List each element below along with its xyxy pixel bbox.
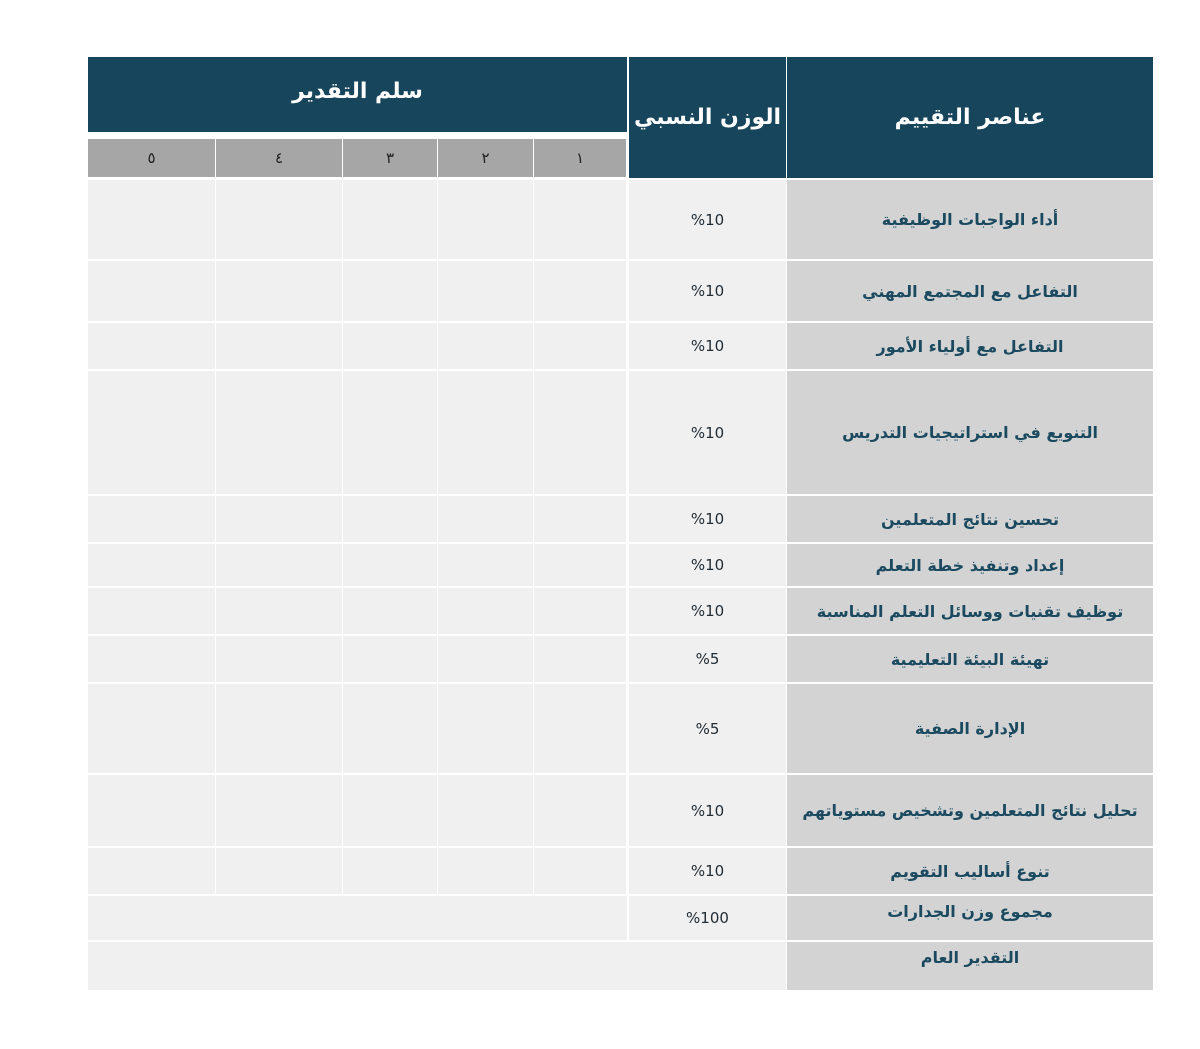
rating-cell-4[interactable] [216,323,342,369]
scale-number-4: ٤ [216,139,342,177]
rating-cell-4[interactable] [216,848,342,894]
rating-cell-1[interactable] [534,775,626,846]
criterion-label: الإدارة الصفية [787,684,1153,773]
total-label: مجموع وزن الجدارات [787,896,1153,940]
total-weight: %100 [629,896,786,940]
criterion-label: إعداد وتنفيذ خطة التعلم [787,544,1153,586]
rating-cell-3[interactable] [343,371,437,494]
rating-cell-5[interactable] [88,496,215,542]
overall-rating-cell[interactable] [88,942,786,990]
criterion-label: التنويع في استراتيجيات التدريس [787,371,1153,494]
rating-cell-4[interactable] [216,588,342,634]
scale-number-3: ٣ [343,139,437,177]
criterion-weight: %10 [629,323,786,369]
rating-cell-3[interactable] [343,775,437,846]
criterion-weight: %10 [629,588,786,634]
rating-cell-5[interactable] [88,261,215,321]
scale-number-2: ٢ [438,139,533,177]
rating-cell-3[interactable] [343,496,437,542]
rating-cell-4[interactable] [216,684,342,773]
rating-cell-4[interactable] [216,371,342,494]
rating-cell-1[interactable] [534,180,626,259]
rating-cell-2[interactable] [438,588,533,634]
criterion-weight: %5 [629,684,786,773]
scale-number-5: ٥ [88,139,215,177]
overall-label: التقدير العام [787,942,1153,990]
scale-number-1: ١ [534,139,626,177]
rating-cell-1[interactable] [534,323,626,369]
rating-cell-1[interactable] [534,496,626,542]
rating-cell-2[interactable] [438,636,533,682]
rating-cell-5[interactable] [88,775,215,846]
rating-cell-5[interactable] [88,180,215,259]
rating-cell-4[interactable] [216,496,342,542]
rating-cell-2[interactable] [438,684,533,773]
criterion-label: تنوع أساليب التقويم [787,848,1153,894]
rating-cell-5[interactable] [88,371,215,494]
rating-cell-2[interactable] [438,371,533,494]
rating-cell-4[interactable] [216,775,342,846]
criterion-label: توظيف تقنيات ووسائل التعلم المناسبة [787,588,1153,634]
rating-cell-2[interactable] [438,261,533,321]
rating-cell-1[interactable] [534,636,626,682]
rating-cell-3[interactable] [343,848,437,894]
rating-cell-5[interactable] [88,636,215,682]
rating-cell-2[interactable] [438,323,533,369]
criterion-weight: %10 [629,180,786,259]
criterion-weight: %5 [629,636,786,682]
rating-cell-5[interactable] [88,684,215,773]
rating-cell-4[interactable] [216,636,342,682]
evaluation-table [88,57,1153,990]
rating-cell-4[interactable] [216,544,342,586]
criterion-label: تحليل نتائج المتعلمين وتشخيص مستوياتهم [787,775,1153,846]
rating-cell-3[interactable] [343,636,437,682]
rating-cell-3[interactable] [343,684,437,773]
rating-cell-3[interactable] [343,588,437,634]
header-scale: سلم التقدير [88,57,627,132]
rating-cell-2[interactable] [438,544,533,586]
rating-cell-1[interactable] [534,588,626,634]
rating-cell-3[interactable] [343,323,437,369]
rating-cell-1[interactable] [534,848,626,894]
rating-cell-1[interactable] [534,544,626,586]
rating-cell-1[interactable] [534,371,626,494]
rating-cell-1[interactable] [534,261,626,321]
rating-cell-2[interactable] [438,496,533,542]
criterion-label: أداء الواجبات الوظيفية [787,180,1153,259]
header-criteria: عناصر التقييم [787,57,1153,178]
rating-cell-3[interactable] [343,180,437,259]
criterion-label: التفاعل مع المجتمع المهني [787,261,1153,321]
rating-cell-5[interactable] [88,588,215,634]
rating-cell-5[interactable] [88,544,215,586]
criterion-label: التفاعل مع أولياء الأمور [787,323,1153,369]
rating-cell-3[interactable] [343,544,437,586]
criterion-weight: %10 [629,848,786,894]
header-weight: الوزن النسبي [629,57,786,178]
criterion-weight: %10 [629,775,786,846]
rating-cell-4[interactable] [216,180,342,259]
criterion-label: تحسين نتائج المتعلمين [787,496,1153,542]
rating-cell-5[interactable] [88,848,215,894]
criterion-label: تهيئة البيئة التعليمية [787,636,1153,682]
total-blank [88,896,627,940]
criterion-weight: %10 [629,544,786,586]
criterion-weight: %10 [629,371,786,494]
rating-cell-4[interactable] [216,261,342,321]
rating-cell-2[interactable] [438,775,533,846]
criterion-weight: %10 [629,496,786,542]
criterion-weight: %10 [629,261,786,321]
rating-cell-1[interactable] [534,684,626,773]
rating-cell-5[interactable] [88,323,215,369]
rating-cell-2[interactable] [438,180,533,259]
rating-cell-3[interactable] [343,261,437,321]
rating-cell-2[interactable] [438,848,533,894]
